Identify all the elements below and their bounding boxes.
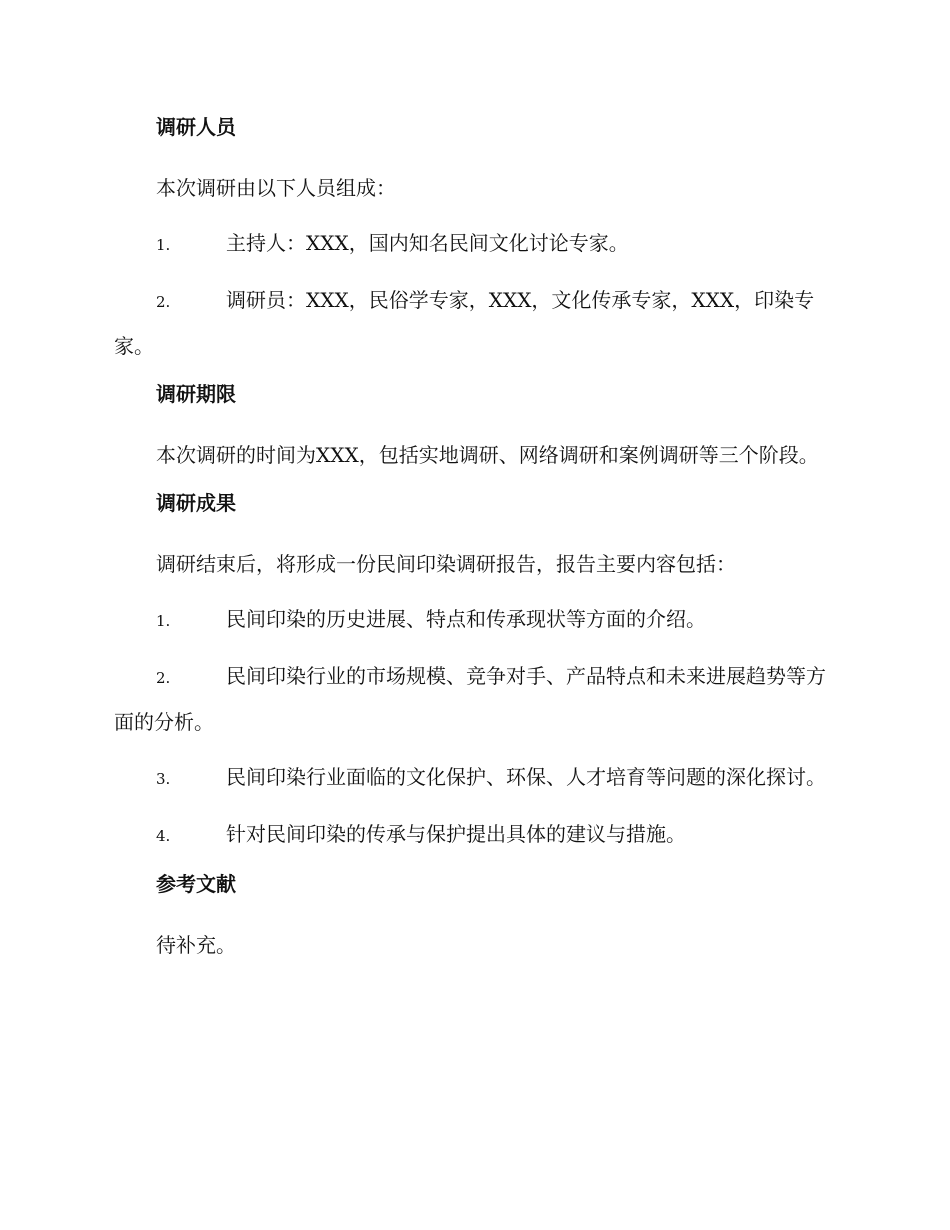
list-item <box>114 654 836 744</box>
section-heading-results: 调研成果 <box>156 491 236 515</box>
list-number: 2. <box>156 669 171 687</box>
list-number: 4. <box>156 827 171 845</box>
list-number: 2. <box>156 293 171 311</box>
list-text: 民间印染行业面临的文化保护、环保、人才培育等问题的深化探讨。 <box>226 765 826 789</box>
section-heading-references: 参考文献 <box>156 872 236 896</box>
list-text: 民间印染的历史进展、特点和传承现状等方面的介绍。 <box>226 607 706 631</box>
list-text: 主持人：XXX，国内知名民间文化讨论专家。 <box>226 231 629 255</box>
list-text: 针对民间印染的传承与保护提出具体的建议与措施。 <box>226 822 686 846</box>
list-item <box>114 812 836 858</box>
section-intro-personnel: 本次调研由以下人员组成： <box>156 176 396 200</box>
list-number: 1. <box>156 612 171 630</box>
list-item <box>114 278 836 368</box>
list-text: 民间印染行业的市场规模、竞争对手、产品特点和未来进展趋势等方面的分析。 <box>114 664 826 734</box>
section-intro-results: 调研结束后，将形成一份民间印染调研报告，报告主要内容包括： <box>156 552 736 576</box>
list-text: 调研员：XXX，民俗学专家，XXX，文化传承专家，XXX，印染专家。 <box>114 288 815 358</box>
list-item <box>114 755 836 801</box>
section-intro-references: 待补充。 <box>156 933 236 957</box>
section-heading-personnel: 调研人员 <box>156 115 236 139</box>
list-item <box>114 597 836 643</box>
list-number: 1. <box>156 236 171 254</box>
list-number: 3. <box>156 770 171 788</box>
section-heading-period: 调研期限 <box>156 382 236 406</box>
list-item <box>114 221 836 267</box>
section-intro-period: 本次调研的时间为XXX，包括实地调研、网络调研和案例调研等三个阶段。 <box>156 443 819 467</box>
